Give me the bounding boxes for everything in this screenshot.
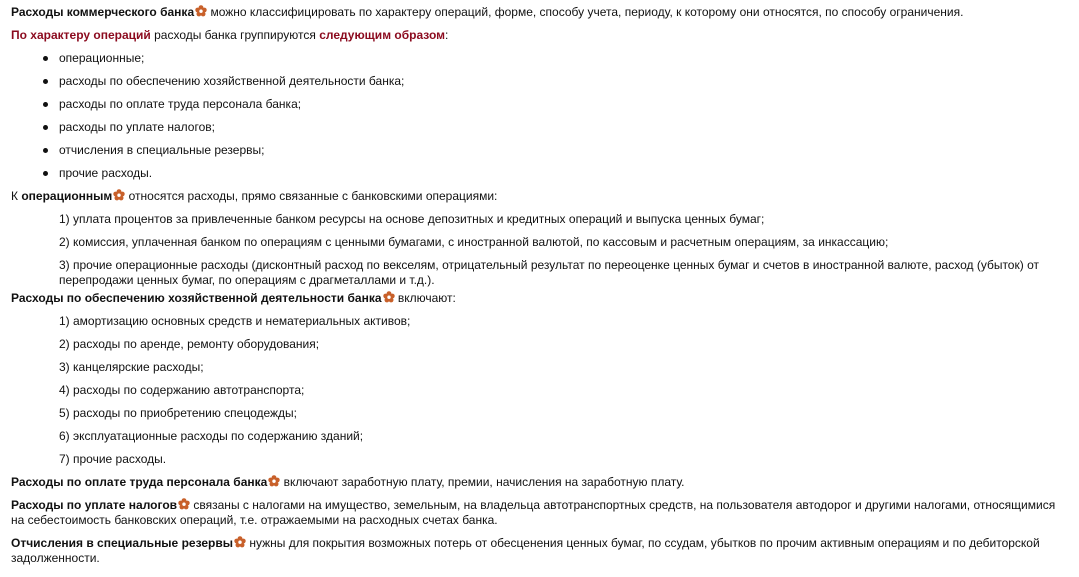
- list-item: операционные;: [43, 51, 1069, 66]
- list-item: прочие расходы.: [43, 166, 1069, 181]
- glossary-flower-icon[interactable]: [234, 536, 246, 548]
- list-item: расходы по обеспечению хозяйственной деятельности банка;: [43, 74, 1069, 89]
- grouping-link-following[interactable]: следующим образом: [319, 28, 446, 42]
- list-item: расходы по уплате налогов;: [43, 120, 1069, 135]
- glossary-flower-icon[interactable]: [268, 475, 280, 487]
- operational-term[interactable]: операционным: [21, 189, 113, 203]
- list-item: 5) расходы по приобретению спецодежды;: [59, 406, 298, 420]
- list-item: отчисления в специальные резервы;: [43, 143, 1069, 158]
- grouping-text-2: :: [445, 28, 449, 42]
- grouping-paragraph: [11, 28, 1069, 43]
- list-item: расходы по оплате труда персонала банка;: [43, 97, 1069, 112]
- operational-prefix: К: [11, 189, 22, 203]
- list-item: 3) прочие операционные расходы (дисконтный расход по векселям, отрицательный результат по переоценке ценных бумаг и счетов в иностранной валюте, расход (убыток) от перепродажи ценных бумаг, по операциям с драгметаллами и т.д.).: [59, 258, 1039, 287]
- grouping-text-1: расходы банка группируются: [150, 28, 320, 42]
- list-item: 1) уплата процентов за привлеченные банком ресурсы на основе депозитных и кредитных операций и выпуска ценных бумаг;: [59, 212, 765, 226]
- taxes-paragraph: [11, 498, 1069, 528]
- salary-paragraph: [11, 475, 1069, 490]
- list-item: 1) амортизацию основных средств и нематериальных активов;: [59, 314, 411, 328]
- salary-term[interactable]: Расходы по оплате труда персонала банка: [11, 475, 268, 489]
- list-item: 6) эксплуатационные расходы по содержанию зданий;: [59, 429, 364, 443]
- salary-text: включают заработную плату, премии, начисления на заработную плату.: [280, 475, 685, 489]
- list-item: 4) расходы по содержанию автотранспорта;: [59, 383, 305, 397]
- glossary-flower-icon[interactable]: [113, 189, 125, 201]
- maintenance-heading: [11, 291, 1069, 306]
- grouping-link-character[interactable]: По характеру операций: [11, 28, 151, 42]
- maintenance-term[interactable]: Расходы по обеспечению хозяйственной деятельности банка: [11, 291, 382, 305]
- intro-paragraph: [11, 0, 1069, 20]
- list-item: 3) канцелярские расходы;: [59, 360, 204, 374]
- list-item: 2) расходы по аренде, ремонту оборудования;: [59, 337, 320, 351]
- taxes-term[interactable]: Расходы по уплате налогов: [11, 498, 178, 512]
- list-item: 2) комиссия, уплаченная банком по операциям с ценными бумагами, с иностранной валютой, по кассовым и расчетным операциям, за инкассацию;: [59, 235, 889, 249]
- intro-text: можно классифицировать по характеру операций, форме, способу учета, периоду, к которому они относятся, по способу ограничения.: [207, 5, 964, 19]
- maintenance-list: [11, 314, 1069, 467]
- glossary-flower-icon[interactable]: [383, 291, 395, 303]
- glossary-flower-icon[interactable]: [178, 498, 190, 510]
- operational-list: [11, 212, 1069, 288]
- operational-heading: [11, 189, 1069, 204]
- operational-text: относятся расходы, прямо связанные с банковскими операциями:: [125, 189, 498, 203]
- reserves-text: нужны для покрытия возможных потерь от обесценения ценных бумаг, по ссудам, убытков по прочим активным операциям и по дебиторской задолженности.: [11, 536, 1040, 565]
- glossary-flower-icon[interactable]: [195, 5, 207, 17]
- categories-list: [11, 51, 1069, 181]
- reserves-term[interactable]: Отчисления в специальные резервы: [11, 536, 234, 550]
- taxes-text: связаны с налогами на имущество, земельным, на владельца автотранспортных средств, на пользователя автодорог и другими налогами, относящимися на себестоимость банковских операций, т.е. отражаемыми на расходных счетах банка.: [11, 498, 1056, 527]
- reserves-paragraph: [11, 536, 1069, 566]
- maintenance-text: включают:: [394, 291, 456, 305]
- intro-term[interactable]: Расходы коммерческого банка: [11, 5, 195, 19]
- list-item: 7) прочие расходы.: [59, 452, 167, 466]
